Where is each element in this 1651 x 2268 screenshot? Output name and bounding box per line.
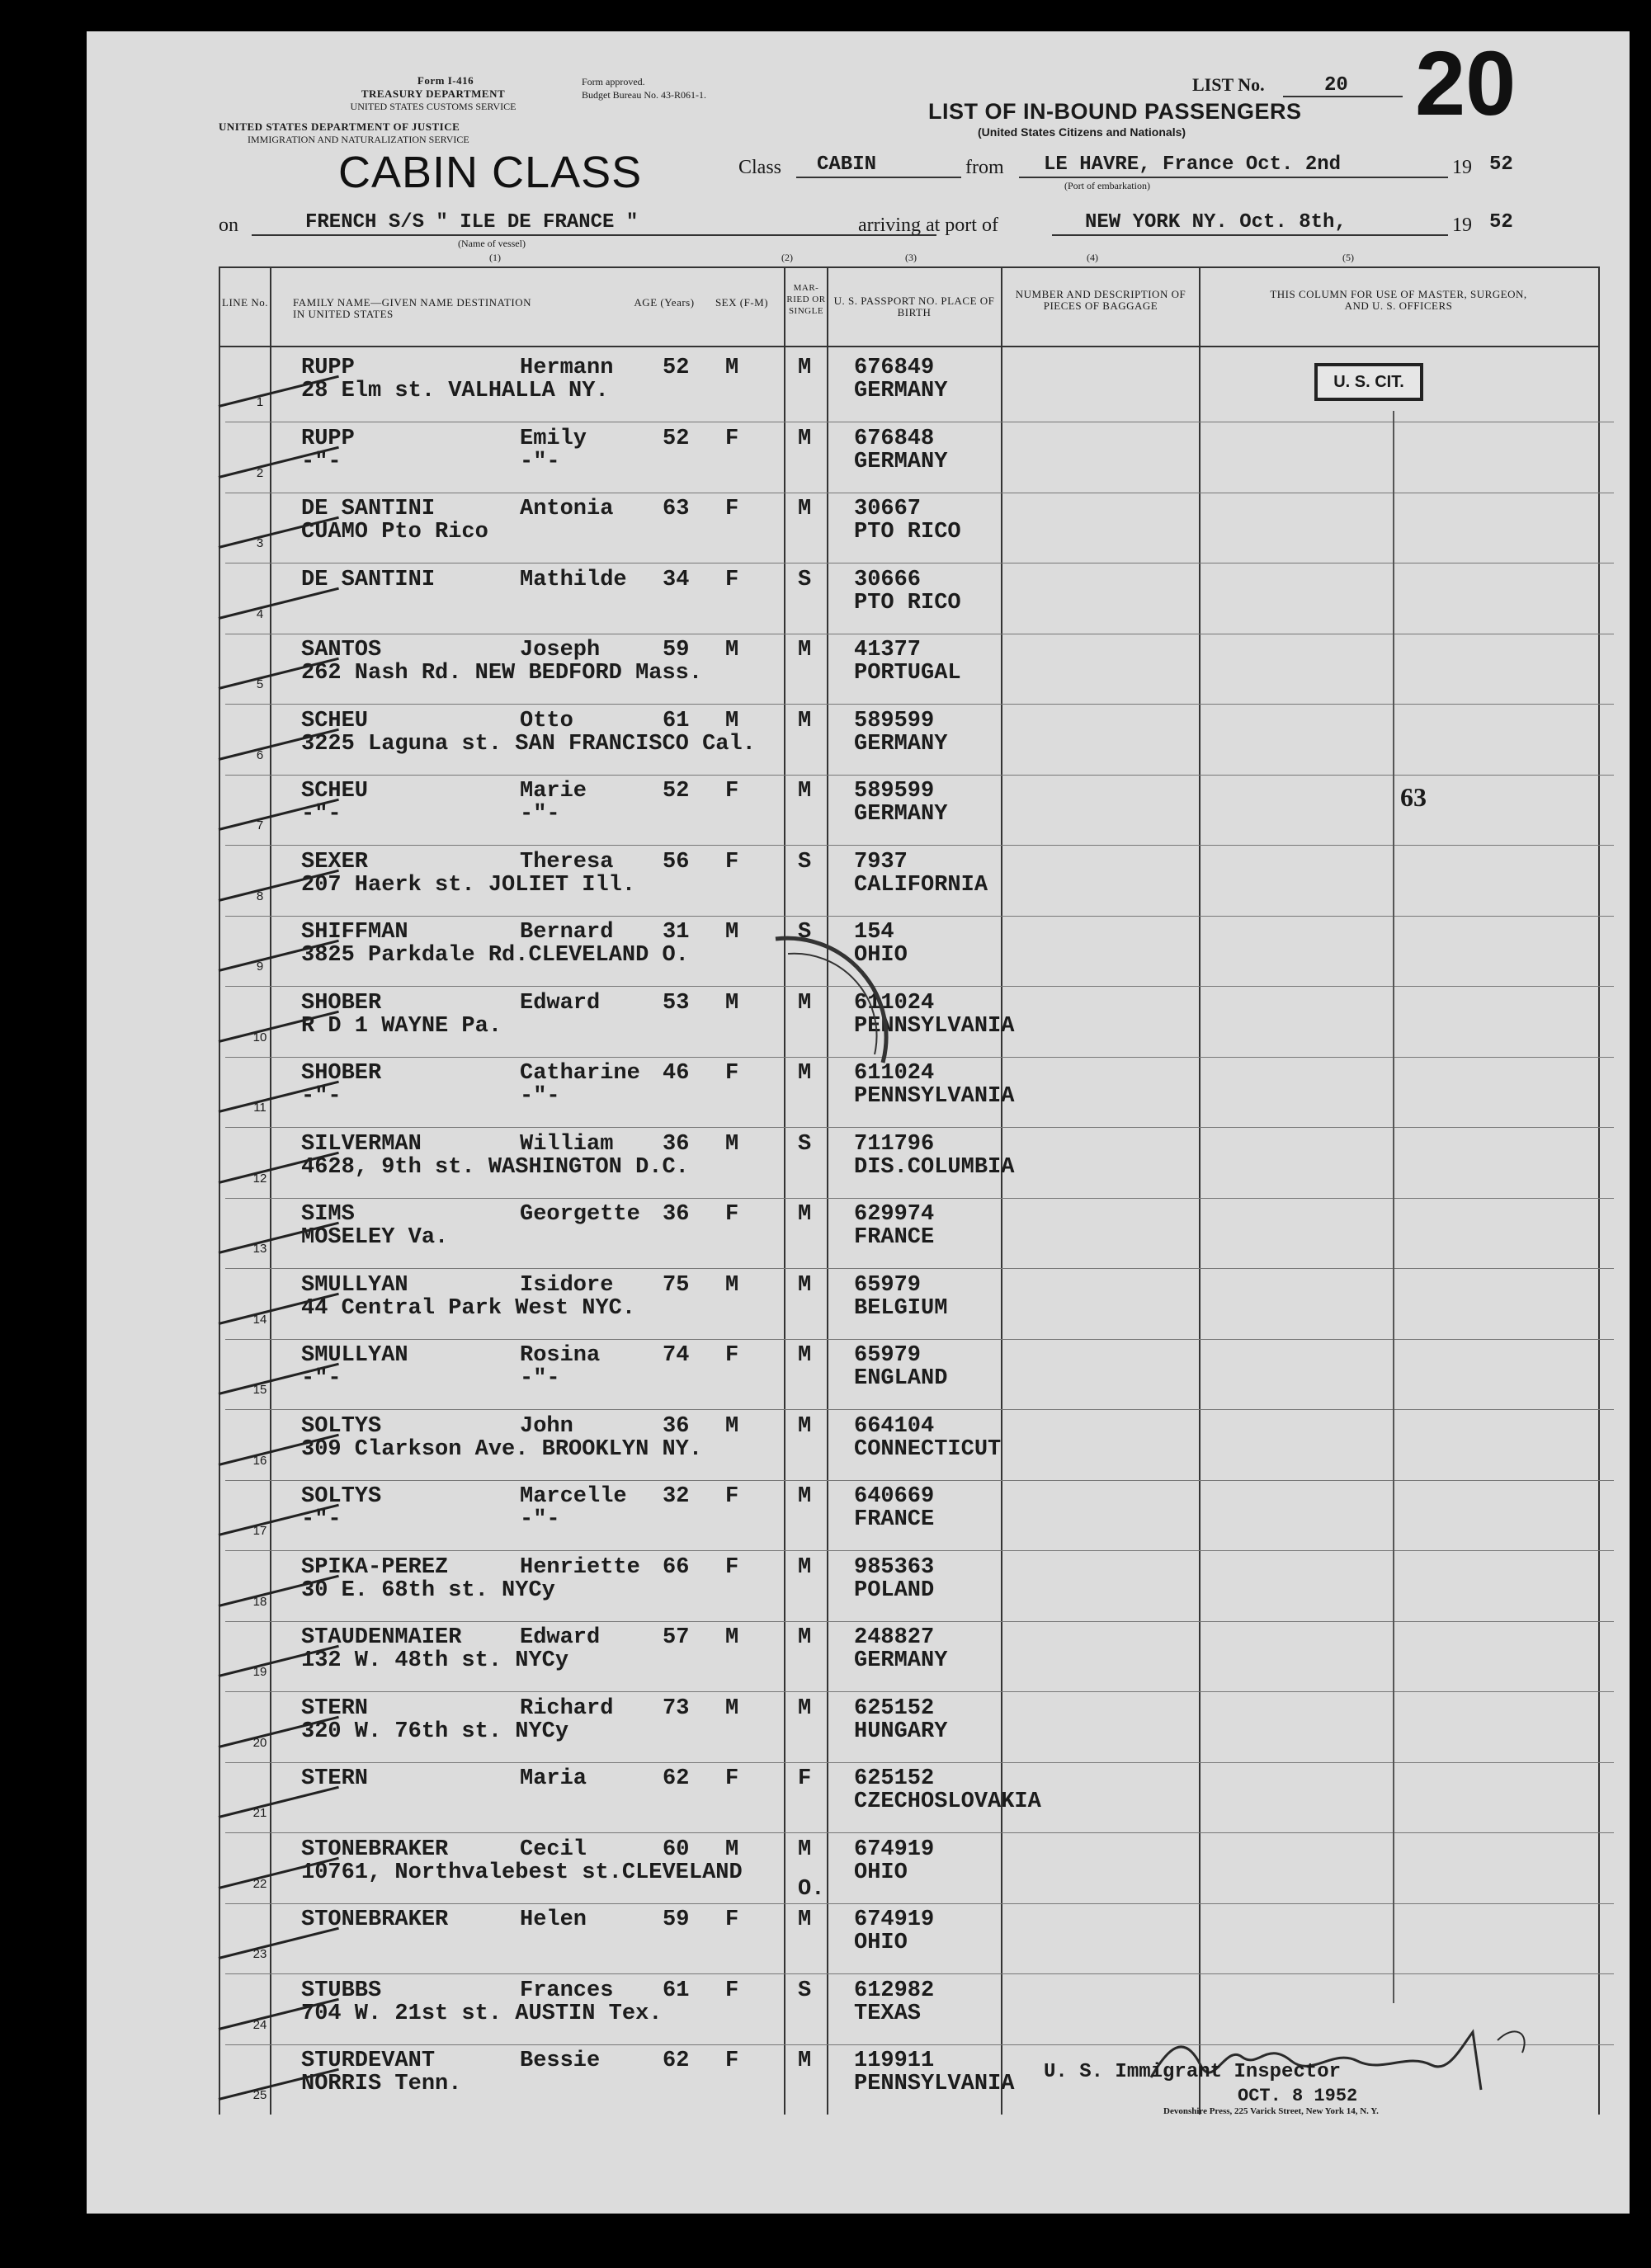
passenger-given-name: Richard bbox=[520, 1695, 614, 1721]
passenger-passport-no: 65979 bbox=[854, 1272, 922, 1298]
passenger-family-name: SHIFFMAN bbox=[301, 920, 408, 945]
arriving-label: arriving at port of bbox=[858, 215, 998, 236]
passenger-family-name: RUPP bbox=[301, 426, 355, 451]
passenger-passport-no: 985363 bbox=[854, 1554, 935, 1580]
passenger-sex: M bbox=[725, 356, 739, 380]
passenger-age: 53 bbox=[663, 990, 690, 1016]
passenger-given-name: Bernard bbox=[520, 920, 614, 945]
header-age: AGE (Years) bbox=[634, 296, 695, 309]
passenger-age: 52 bbox=[663, 356, 690, 380]
passenger-marital-status: M bbox=[798, 990, 812, 1016]
line-number: 16 bbox=[252, 1453, 267, 1468]
passenger-age: 61 bbox=[663, 708, 690, 733]
header-name: FAMILY NAME—GIVEN NAME DESTINATION IN UNITED STATES bbox=[293, 296, 532, 320]
line-number: 5 bbox=[256, 677, 264, 691]
on-label: on bbox=[219, 215, 238, 236]
passenger-sex: F bbox=[725, 426, 739, 451]
passenger-given-name: Helen bbox=[520, 1907, 587, 1932]
passenger-passport-no: 611024 bbox=[854, 990, 935, 1016]
passenger-age: 62 bbox=[663, 1766, 690, 1791]
row-divider bbox=[225, 775, 1614, 776]
passenger-marital-status: M bbox=[798, 1484, 812, 1509]
list-label: LIST No. bbox=[1192, 74, 1265, 95]
passenger-birthplace: OHIO bbox=[854, 1931, 908, 1955]
passenger-family-name: SIMS bbox=[301, 1202, 355, 1227]
passenger-marital-status: M bbox=[798, 1837, 812, 1862]
passenger-age: 62 bbox=[663, 2049, 690, 2073]
passenger-given-name: Bessie bbox=[520, 2049, 601, 2073]
passenger-sex: M bbox=[725, 990, 739, 1016]
passenger-sex: F bbox=[725, 849, 739, 875]
row-divider bbox=[225, 1550, 1614, 1551]
passenger-passport-no: 589599 bbox=[854, 779, 935, 804]
passenger-age: 66 bbox=[663, 1554, 690, 1580]
line-number: 23 bbox=[252, 1947, 267, 1961]
row-divider bbox=[225, 1480, 1614, 1481]
passenger-age: 74 bbox=[663, 1343, 690, 1368]
passenger-destination: 3825 Parkdale Rd.CLEVELAND O. bbox=[301, 943, 689, 968]
passenger-passport-no: 41377 bbox=[854, 638, 922, 662]
passenger-age: 32 bbox=[663, 1484, 690, 1509]
passenger-sex: F bbox=[725, 567, 739, 592]
passenger-sex: M bbox=[725, 1625, 739, 1650]
vessel-name-note: (Name of vessel) bbox=[458, 238, 526, 249]
ins-service: IMMIGRATION AND NATURALIZATION SERVICE bbox=[248, 134, 469, 145]
passenger-birthplace: PENNSYLVANIA bbox=[854, 2072, 1015, 2096]
line-number: 8 bbox=[256, 889, 264, 903]
passenger-marital-status: S bbox=[798, 567, 812, 592]
passenger-birthplace: OHIO bbox=[854, 1860, 908, 1885]
passenger-destination: -"- bbox=[301, 1366, 342, 1391]
manifest-sheet bbox=[87, 31, 1630, 2214]
passenger-marital-status: M bbox=[798, 779, 812, 804]
passenger-family-name: RUPP bbox=[301, 356, 355, 380]
passenger-age: 52 bbox=[663, 779, 690, 804]
passenger-sex: F bbox=[725, 1766, 739, 1791]
passenger-passport-no: 676848 bbox=[854, 426, 935, 451]
passenger-passport-no: 625152 bbox=[854, 1695, 935, 1721]
header-married: MAR-RIED OR SINGLE bbox=[786, 283, 826, 316]
passenger-given-name: Isidore bbox=[520, 1272, 614, 1298]
passenger-family-name: SHOBER bbox=[301, 1061, 382, 1086]
passenger-marital-status: M bbox=[798, 1907, 812, 1932]
passenger-marital-status: M bbox=[798, 1272, 812, 1298]
check-mark bbox=[219, 587, 339, 619]
passenger-destination: 320 W. 76th st. NYCy bbox=[301, 1719, 569, 1744]
passenger-passport-no: 30666 bbox=[854, 567, 922, 592]
class-value: CABIN bbox=[817, 153, 877, 176]
passenger-destination: -"- bbox=[301, 449, 342, 474]
line-number: 2 bbox=[256, 465, 264, 480]
passenger-destination: 4628, 9th st. WASHINGTON D.C. bbox=[301, 1154, 689, 1180]
passenger-given-name: William bbox=[520, 1131, 614, 1157]
passenger-given-name: Hermann bbox=[520, 356, 614, 380]
passenger-given-name: Cecil bbox=[520, 1837, 587, 1862]
passenger-destination-ditto: -"- bbox=[520, 802, 560, 827]
passenger-passport-no: 611024 bbox=[854, 1061, 935, 1086]
passenger-destination: 28 Elm st. VALHALLA NY. bbox=[301, 379, 609, 403]
line-number: 7 bbox=[256, 818, 264, 832]
passenger-family-name: DE SANTINI bbox=[301, 567, 436, 592]
passenger-marital-status: M bbox=[798, 1061, 812, 1086]
passenger-family-name: STONEBRAKER bbox=[301, 1837, 449, 1862]
line-number: 17 bbox=[252, 1524, 267, 1538]
passenger-passport-no: 674919 bbox=[854, 1907, 935, 1932]
officer-note: 63 bbox=[1400, 782, 1427, 812]
passenger-destination: 207 Haerk st. JOLIET Ill. bbox=[301, 872, 636, 898]
row-divider bbox=[225, 1127, 1614, 1128]
passenger-birthplace: POLAND bbox=[854, 1577, 935, 1603]
passenger-birthplace: HUNGARY bbox=[854, 1719, 948, 1744]
passenger-destination-ditto: -"- bbox=[520, 449, 560, 474]
budget-bureau: Budget Bureau No. 43-R061-1. bbox=[582, 89, 706, 101]
passenger-sex: M bbox=[725, 1837, 739, 1862]
passenger-passport-no: 119911 bbox=[854, 2049, 935, 2073]
passenger-family-name: SMULLYAN bbox=[301, 1343, 408, 1368]
passenger-sex: M bbox=[725, 708, 739, 733]
passenger-family-name: SCHEU bbox=[301, 708, 369, 733]
passenger-given-name: Theresa bbox=[520, 849, 614, 875]
line-number: 21 bbox=[252, 1806, 267, 1820]
passenger-family-name: SANTOS bbox=[301, 638, 382, 662]
line-number: 20 bbox=[252, 1735, 267, 1750]
passenger-age: 36 bbox=[663, 1202, 690, 1227]
printer-credit: Devonshire Press, 225 Varick Street, New York 14, N. Y. bbox=[1163, 2106, 1379, 2116]
passenger-passport-no: 7937 bbox=[854, 849, 908, 875]
passenger-sex: F bbox=[725, 779, 739, 804]
passenger-sex: F bbox=[725, 1061, 739, 1086]
passenger-birthplace: PORTUGAL bbox=[854, 661, 961, 686]
passenger-age: 59 bbox=[663, 1907, 690, 1932]
inspection-stamp-icon bbox=[759, 922, 924, 1071]
port-embark-note: (Port of embarkation) bbox=[1064, 180, 1150, 191]
passenger-family-name: SMULLYAN bbox=[301, 1272, 408, 1298]
passenger-destination: 10761, Northvalebest st.CLEVELAND bbox=[301, 1860, 743, 1885]
passenger-birthplace: DIS.COLUMBIA bbox=[854, 1154, 1015, 1180]
passenger-sex: M bbox=[725, 920, 739, 945]
passenger-given-name: Joseph bbox=[520, 638, 601, 662]
passenger-family-name: STERN bbox=[301, 1766, 369, 1791]
passenger-given-name: Maria bbox=[520, 1766, 587, 1791]
passenger-age: 56 bbox=[663, 849, 690, 875]
year-prefix-1: 19 bbox=[1452, 157, 1472, 178]
passenger-marital-status: M bbox=[798, 708, 812, 733]
passenger-sex: F bbox=[725, 497, 739, 521]
passenger-destination: 132 W. 48th st. NYCy bbox=[301, 1648, 569, 1673]
passenger-passport-no: 154 bbox=[854, 920, 894, 945]
check-mark bbox=[219, 1927, 339, 1959]
passenger-age: 36 bbox=[663, 1413, 690, 1439]
line-number: 14 bbox=[252, 1312, 267, 1327]
check-mark bbox=[219, 1786, 339, 1818]
passenger-passport-no: 625152 bbox=[854, 1766, 935, 1791]
line-number: 15 bbox=[252, 1383, 267, 1397]
passenger-destination: 704 W. 21st st. AUSTIN Tex. bbox=[301, 2001, 663, 2026]
passenger-age: 60 bbox=[663, 1837, 690, 1862]
passenger-family-name: SHOBER bbox=[301, 990, 382, 1016]
passenger-given-name: Antonia bbox=[520, 497, 614, 521]
from-value: LE HAVRE, France Oct. 2nd bbox=[1044, 153, 1342, 176]
passenger-age: 34 bbox=[663, 567, 690, 592]
passenger-age: 57 bbox=[663, 1625, 690, 1650]
header-line-no: LINE No. bbox=[222, 296, 268, 309]
line-number: 25 bbox=[252, 2088, 267, 2102]
passenger-family-name: SOLTYS bbox=[301, 1413, 382, 1439]
passenger-birthplace: PTO RICO bbox=[854, 590, 961, 615]
passenger-family-name: SPIKA-PEREZ bbox=[301, 1554, 449, 1580]
passenger-birthplace: OHIO bbox=[854, 943, 908, 968]
passenger-family-name: SCHEU bbox=[301, 779, 369, 804]
class-label: Class bbox=[738, 157, 782, 178]
passenger-sex: M bbox=[725, 1131, 739, 1157]
passenger-birthplace: GERMANY bbox=[854, 1648, 948, 1673]
vessel-name: FRENCH S/S " ILE DE FRANCE " bbox=[305, 211, 639, 233]
passenger-birthplace: BELGIUM bbox=[854, 1295, 948, 1321]
passenger-birthplace: CONNECTICUT bbox=[854, 1436, 1002, 1462]
list-subtitle: (United States Citizens and Nationals) bbox=[978, 125, 1186, 139]
passenger-destination: -"- bbox=[301, 1084, 342, 1109]
customs-service: UNITED STATES CUSTOMS SERVICE bbox=[350, 101, 517, 112]
row-divider bbox=[225, 1268, 1614, 1269]
passenger-family-name: STURDEVANT bbox=[301, 2049, 436, 2073]
passenger-age: 63 bbox=[663, 497, 690, 521]
passenger-age: 75 bbox=[663, 1272, 690, 1298]
passenger-given-name: Rosina bbox=[520, 1343, 601, 1368]
passenger-given-name: Henriette bbox=[520, 1554, 640, 1580]
passenger-destination: -"- bbox=[301, 1507, 342, 1532]
passenger-family-name: STERN bbox=[301, 1695, 369, 1721]
year-value-2: 52 bbox=[1489, 211, 1513, 233]
passenger-passport-no: 676849 bbox=[854, 356, 935, 380]
passenger-birthplace: PTO RICO bbox=[854, 520, 961, 545]
passenger-marital-status: F bbox=[798, 1766, 812, 1791]
passenger-family-name: STUBBS bbox=[301, 1978, 382, 2003]
form-approved: Form approved. bbox=[582, 76, 645, 87]
passenger-birthplace: CZECHOSLOVAKIA bbox=[854, 1789, 1041, 1814]
passenger-age: 36 bbox=[663, 1131, 690, 1157]
row-divider bbox=[225, 1832, 1614, 1833]
passenger-marital-status: M bbox=[798, 2049, 812, 2073]
line-number: 4 bbox=[256, 606, 264, 621]
passenger-sex: F bbox=[725, 1343, 739, 1368]
passenger-marital-status: M bbox=[798, 1554, 812, 1580]
passenger-given-name: Mathilde bbox=[520, 567, 627, 592]
passenger-destination: 44 Central Park West NYC. bbox=[301, 1295, 636, 1321]
passenger-sex: F bbox=[725, 1202, 739, 1227]
passenger-given-name: Catharine bbox=[520, 1061, 640, 1086]
passenger-given-name: Edward bbox=[520, 990, 601, 1016]
passenger-marital-status: M bbox=[798, 1413, 812, 1439]
passenger-sex: M bbox=[725, 638, 739, 662]
passenger-given-name: Edward bbox=[520, 1625, 601, 1650]
passenger-destination: 262 Nash Rd. NEW BEDFORD Mass. bbox=[301, 661, 703, 686]
row-divider bbox=[225, 1903, 1614, 1904]
passenger-given-name: Emily bbox=[520, 426, 587, 451]
list-number-large: 20 bbox=[1415, 33, 1517, 134]
passenger-given-name: Marie bbox=[520, 779, 587, 804]
passenger-destination-ditto: -"- bbox=[520, 1507, 560, 1532]
col-num-3: (3) bbox=[905, 252, 917, 263]
passenger-destination: 3225 Laguna st. SAN FRANCISCO Cal. bbox=[301, 731, 756, 757]
row-divider bbox=[225, 1762, 1614, 1763]
passenger-family-name: STONEBRAKER bbox=[301, 1907, 449, 1932]
passenger-sex: F bbox=[725, 1978, 739, 2003]
passenger-given-name: Georgette bbox=[520, 1202, 640, 1227]
passenger-passport-no: 664104 bbox=[854, 1413, 935, 1439]
passenger-marital-status: M bbox=[798, 356, 812, 380]
passenger-birthplace: GERMANY bbox=[854, 379, 948, 403]
passenger-marital-status: S bbox=[798, 1131, 812, 1157]
line-number: 13 bbox=[252, 1242, 267, 1256]
passenger-given-name: Otto bbox=[520, 708, 573, 733]
inspection-date: OCT. 8 1952 bbox=[1238, 2086, 1358, 2106]
row-divider bbox=[225, 704, 1614, 705]
passenger-sex: M bbox=[725, 1695, 739, 1721]
header-sex: SEX (F-M) bbox=[715, 296, 769, 309]
line-number: 3 bbox=[256, 536, 264, 550]
arrival-port: NEW YORK NY. Oct. 8th, bbox=[1085, 211, 1347, 233]
passenger-birthplace: FRANCE bbox=[854, 1507, 935, 1532]
line-number: 1 bbox=[256, 395, 264, 409]
passenger-destination: NORRIS Tenn. bbox=[301, 2072, 462, 2096]
line-number: 10 bbox=[252, 1030, 267, 1044]
justice-dept: UNITED STATES DEPARTMENT OF JUSTICE bbox=[219, 120, 460, 133]
col-num-5: (5) bbox=[1342, 252, 1354, 263]
passenger-destination-extra: O. bbox=[798, 1876, 825, 1902]
passenger-marital-status: M bbox=[798, 1695, 812, 1721]
passenger-destination: -"- bbox=[301, 802, 342, 827]
passenger-passport-no: 589599 bbox=[854, 708, 935, 733]
col-num-1: (1) bbox=[489, 252, 501, 263]
passenger-birthplace: CALIFORNIA bbox=[854, 872, 988, 898]
row-divider bbox=[225, 1409, 1614, 1410]
passenger-sex: F bbox=[725, 1907, 739, 1932]
passenger-sex: F bbox=[725, 2049, 739, 2073]
passenger-destination: R D 1 WAYNE Pa. bbox=[301, 1013, 502, 1039]
passenger-passport-no: 640669 bbox=[854, 1484, 935, 1509]
passenger-destination-ditto: -"- bbox=[520, 1366, 560, 1391]
passenger-passport-no: 30667 bbox=[854, 497, 922, 521]
list-number: 20 bbox=[1324, 74, 1348, 97]
cabin-class-stamp: CABIN CLASS bbox=[338, 148, 643, 197]
passenger-family-name: DE SANTINI bbox=[301, 497, 436, 521]
row-divider bbox=[225, 1621, 1614, 1622]
passenger-birthplace: GERMANY bbox=[854, 731, 948, 757]
line-number: 11 bbox=[253, 1101, 267, 1115]
passenger-passport-no: 612982 bbox=[854, 1978, 935, 2003]
passenger-passport-no: 629974 bbox=[854, 1202, 935, 1227]
line-number: 12 bbox=[252, 1171, 267, 1186]
passenger-birthplace: TEXAS bbox=[854, 2001, 922, 2026]
passenger-sex: F bbox=[725, 1554, 739, 1580]
passenger-age: 61 bbox=[663, 1978, 690, 2003]
passenger-destination: 309 Clarkson Ave. BROOKLYN NY. bbox=[301, 1436, 703, 1462]
inspector-title: U. S. Immigrant Inspector bbox=[1044, 2061, 1342, 2083]
row-divider bbox=[225, 1973, 1614, 1974]
passenger-family-name: SOLTYS bbox=[301, 1484, 382, 1509]
passenger-marital-status: M bbox=[798, 497, 812, 521]
header-passport: U. S. PASSPORT NO. PLACE OF BIRTH bbox=[833, 295, 995, 318]
passenger-birthplace: GERMANY bbox=[854, 802, 948, 827]
passenger-age: 73 bbox=[663, 1695, 690, 1721]
line-number: 6 bbox=[256, 747, 264, 762]
treasury-dept: TREASURY DEPARTMENT bbox=[361, 87, 506, 100]
list-title: LIST OF IN-BOUND PASSENGERS bbox=[928, 99, 1302, 124]
header-officers: THIS COLUMN FOR USE OF MASTER, SURGEON, AND U. S. OFFICERS bbox=[1270, 288, 1527, 312]
row-divider bbox=[225, 1691, 1614, 1692]
passenger-sex: M bbox=[725, 1272, 739, 1298]
line-number: 19 bbox=[252, 1665, 267, 1679]
row-divider bbox=[225, 845, 1614, 846]
line-number: 18 bbox=[252, 1594, 267, 1609]
col-num-2: (2) bbox=[781, 252, 793, 263]
passenger-age: 46 bbox=[663, 1061, 690, 1086]
passenger-marital-status: M bbox=[798, 638, 812, 662]
row-divider bbox=[225, 1198, 1614, 1199]
passenger-given-name: Frances bbox=[520, 1978, 614, 2003]
passenger-family-name: SILVERMAN bbox=[301, 1131, 422, 1157]
passenger-marital-status: S bbox=[798, 920, 812, 945]
passenger-age: 31 bbox=[663, 920, 690, 945]
passenger-destination: MOSELEY Va. bbox=[301, 1225, 449, 1250]
form-number: Form I-416 bbox=[417, 74, 474, 87]
passenger-birthplace: FRANCE bbox=[854, 1225, 935, 1250]
passenger-passport-no: 711796 bbox=[854, 1131, 935, 1157]
line-number: 24 bbox=[252, 2017, 267, 2032]
passenger-marital-status: M bbox=[798, 1202, 812, 1227]
passenger-family-name: STAUDENMAIER bbox=[301, 1625, 462, 1650]
line-number: 9 bbox=[256, 960, 264, 974]
line-number: 22 bbox=[252, 1876, 267, 1891]
passenger-age: 52 bbox=[663, 426, 690, 451]
from-label: from bbox=[965, 157, 1004, 178]
passenger-passport-no: 65979 bbox=[854, 1343, 922, 1368]
row-divider bbox=[225, 916, 1614, 917]
passenger-passport-no: 248827 bbox=[854, 1625, 935, 1650]
passenger-birthplace: PENNSYLVANIA bbox=[854, 1013, 1015, 1039]
passenger-marital-status: M bbox=[798, 426, 812, 451]
passenger-marital-status: S bbox=[798, 1978, 812, 2003]
us-citizen-stamp: U. S. CIT. bbox=[1314, 363, 1423, 401]
passenger-marital-status: S bbox=[798, 849, 812, 875]
passenger-given-name: Marcelle bbox=[520, 1484, 627, 1509]
year-value-1: 52 bbox=[1489, 153, 1513, 176]
header-baggage: NUMBER AND DESCRIPTION OF PIECES OF BAGGAGE bbox=[1015, 288, 1186, 312]
row-divider bbox=[225, 1339, 1614, 1340]
passenger-sex: F bbox=[725, 1484, 739, 1509]
passenger-sex: M bbox=[725, 1413, 739, 1439]
passenger-destination-ditto: -"- bbox=[520, 1084, 560, 1109]
passenger-family-name: SEXER bbox=[301, 849, 369, 875]
passenger-destination: CUAMO Pto Rico bbox=[301, 520, 488, 545]
passenger-birthplace: PENNSYLVANIA bbox=[854, 1084, 1015, 1109]
passenger-birthplace: GERMANY bbox=[854, 449, 948, 474]
passenger-given-name: John bbox=[520, 1413, 573, 1439]
col-num-4: (4) bbox=[1087, 252, 1098, 263]
year-prefix-2: 19 bbox=[1452, 215, 1472, 236]
passenger-passport-no: 674919 bbox=[854, 1837, 935, 1862]
passenger-destination: 30 E. 68th st. NYCy bbox=[301, 1577, 555, 1603]
passenger-marital-status: M bbox=[798, 1625, 812, 1650]
passenger-marital-status: M bbox=[798, 1343, 812, 1368]
passenger-birthplace: ENGLAND bbox=[854, 1366, 948, 1391]
passenger-age: 59 bbox=[663, 638, 690, 662]
